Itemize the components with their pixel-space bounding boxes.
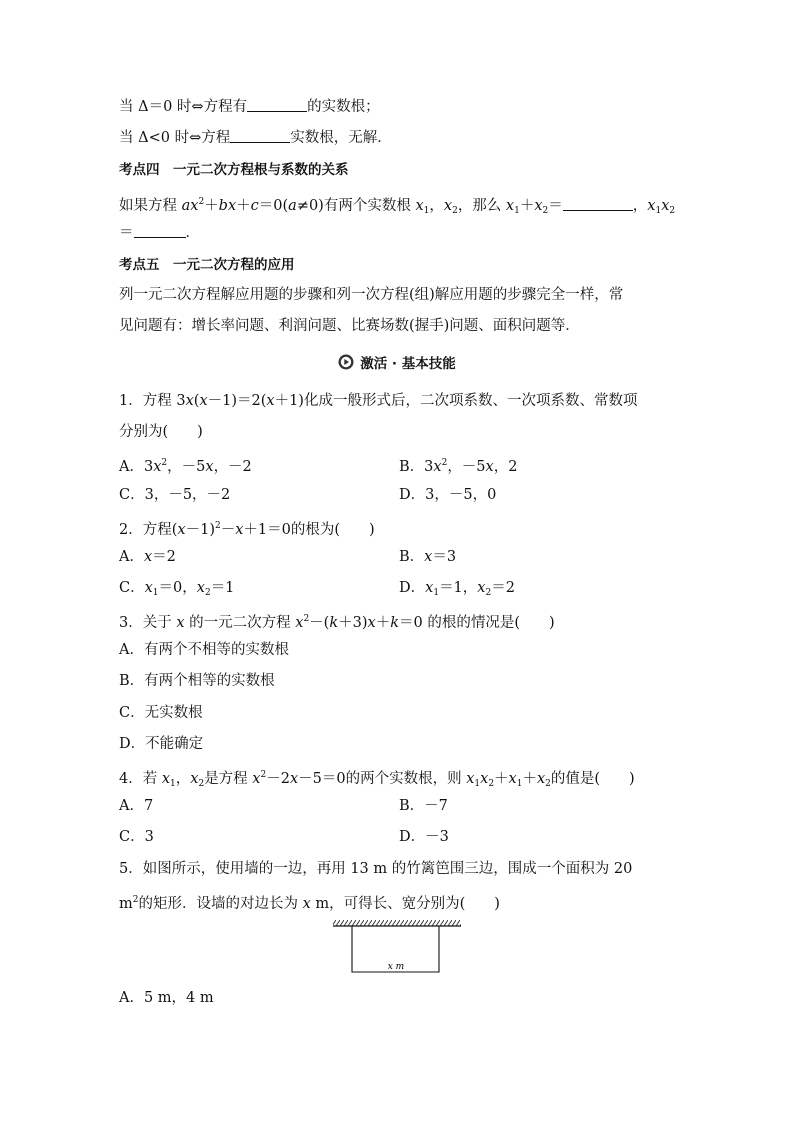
text: 的两个实数根，则 — [345, 771, 467, 787]
question-1-stem-cont: 分别为( ) — [119, 424, 203, 440]
text: 实数根，无解． — [290, 130, 392, 146]
text: B． — [399, 459, 425, 475]
text: 的根的情况是( ) — [422, 615, 555, 631]
text: ，那么 — [457, 198, 506, 214]
text: ． — [185, 225, 200, 241]
text: 化成一般形式后，二次项系数、一次项系数、常数项 — [303, 393, 638, 409]
section-title: 激活 · 基本技能 — [360, 356, 456, 372]
text: 当 Δ＝0 时⇔方程有 — [119, 99, 248, 115]
discriminant-zero-line — [119, 97, 380, 117]
text: 的值是( ) — [550, 771, 635, 787]
question-3-option-b[interactable]: B．有两个相等的实数根 — [119, 673, 275, 689]
question-2-option-c[interactable]: C．$x_1=0$，$x_2=1$ — [119, 580, 235, 598]
text: 的实数根； — [307, 99, 380, 115]
kaodian-4-heading: 考点四 一元二次方程根与系数的关系 — [119, 162, 349, 178]
question-1-option-a[interactable]: A．$3x^2$，－5x，－2 — [119, 458, 252, 475]
question-4-option-a[interactable]: A．7 — [119, 798, 154, 814]
vieta-line-2: ＝ ． — [119, 225, 200, 241]
question-3-stem: 3．关于 x 的一元二次方程 $x^2-(k+3)x+k=0$ 的根的情况是( ) — [119, 614, 555, 631]
question-5-option-a[interactable]: A．5 m，4 m — [119, 990, 214, 1006]
wall-hatch — [333, 920, 461, 926]
question-2-stem: 2．方程$(x-1)^2-x+1=0$的根为( ) — [119, 521, 375, 538]
question-5-stem: 5．如图所示，使用墙的一边，再用 13 m 的竹篱笆围三边，围成一个面积为 20 — [119, 861, 633, 877]
question-5-stem-cont: $m^2$的矩形．设墙的对边长为 x m，可得长、宽分别为( ) — [119, 895, 500, 912]
text: 的根为( ) — [290, 522, 375, 538]
text: 有两个实数根 — [323, 198, 416, 214]
question-1-option-b[interactable]: B．$3x^2$，－5x，2 — [399, 458, 518, 475]
play-circle-icon — [338, 354, 354, 370]
question-3-option-c[interactable]: C．无实数根 — [119, 705, 203, 721]
question-1-option-d[interactable]: D．3，－5，0 — [399, 487, 497, 503]
question-4-stem: 4．若 $x_1$，$x_2$是方程 $x^2-2x-5=0$的两个实数根，则 $x_1x_2+x_1+x_2$的值是( ) — [119, 770, 635, 789]
question-4-option-b[interactable]: B．－7 — [399, 798, 448, 814]
text: 如果方程 — [119, 198, 182, 214]
text: 2．方程 — [119, 522, 172, 538]
answer-blank — [134, 225, 186, 238]
text: B． — [399, 549, 425, 565]
answer-blank — [563, 198, 633, 211]
question-3-option-d[interactable]: D．不能确定 — [119, 736, 204, 752]
text: 是方程 — [204, 771, 253, 787]
text: 1．方程 — [119, 393, 177, 409]
question-1-stem: 1．方程 3x(x－1)＝2(x＋1)化成一般形式后，二次项系数、一次项系数、常数项 — [119, 393, 638, 409]
question-2-option-d[interactable]: D．$x_1=1$，$x_2=2$ — [399, 580, 515, 598]
text: A． — [119, 459, 144, 475]
vieta-line-1: 如果方程 $ax^2+bx+c=0(a\ne 0)$有两个实数根 $x_1$，$x_2$，那么 $x_1+x_2=$ ，$x_1x_2$ — [119, 197, 676, 216]
text: D． — [399, 580, 426, 596]
text: C． — [119, 580, 145, 596]
question-2-option-a[interactable]: A．x＝2 — [119, 549, 176, 565]
question-2-option-b[interactable]: B．x＝3 — [399, 549, 457, 565]
kaodian-5-heading: 考点五 一元二次方程的应用 — [119, 257, 295, 273]
text: m — [119, 896, 133, 912]
figure-label: x m — [387, 962, 405, 972]
text: 当 Δ<0 时⇔方程 — [119, 130, 231, 146]
section-header — [0, 352, 794, 374]
answer-blank — [230, 130, 290, 143]
question-3-option-a[interactable]: A．有两个不相等的实数根 — [119, 642, 289, 658]
fence-rectangle-figure — [332, 920, 462, 976]
text: 的一元二次方程 — [184, 615, 296, 631]
discriminant-negative-line — [119, 128, 392, 148]
text: 的矩形．设墙的对边长为 — [138, 896, 303, 912]
question-4-option-c[interactable]: C．3 — [119, 829, 154, 845]
question-1-option-c[interactable]: C．3，－5，－2 — [119, 487, 231, 503]
text: 4．若 — [119, 771, 162, 787]
answer-blank — [247, 99, 307, 112]
application-text-1: 列一元二次方程解应用题的步骤和列一次方程(组)解应用题的步骤完全一样，常 — [119, 287, 624, 303]
application-text-2: 见问题有：增长率问题、利润问题、比赛场数(握手)问题、面积问题等． — [119, 318, 580, 334]
text: m，可得长、宽分别为( ) — [310, 896, 500, 912]
text: 3．关于 — [119, 615, 177, 631]
question-4-option-d[interactable]: D．－3 — [399, 829, 449, 845]
text: A． — [119, 549, 144, 565]
